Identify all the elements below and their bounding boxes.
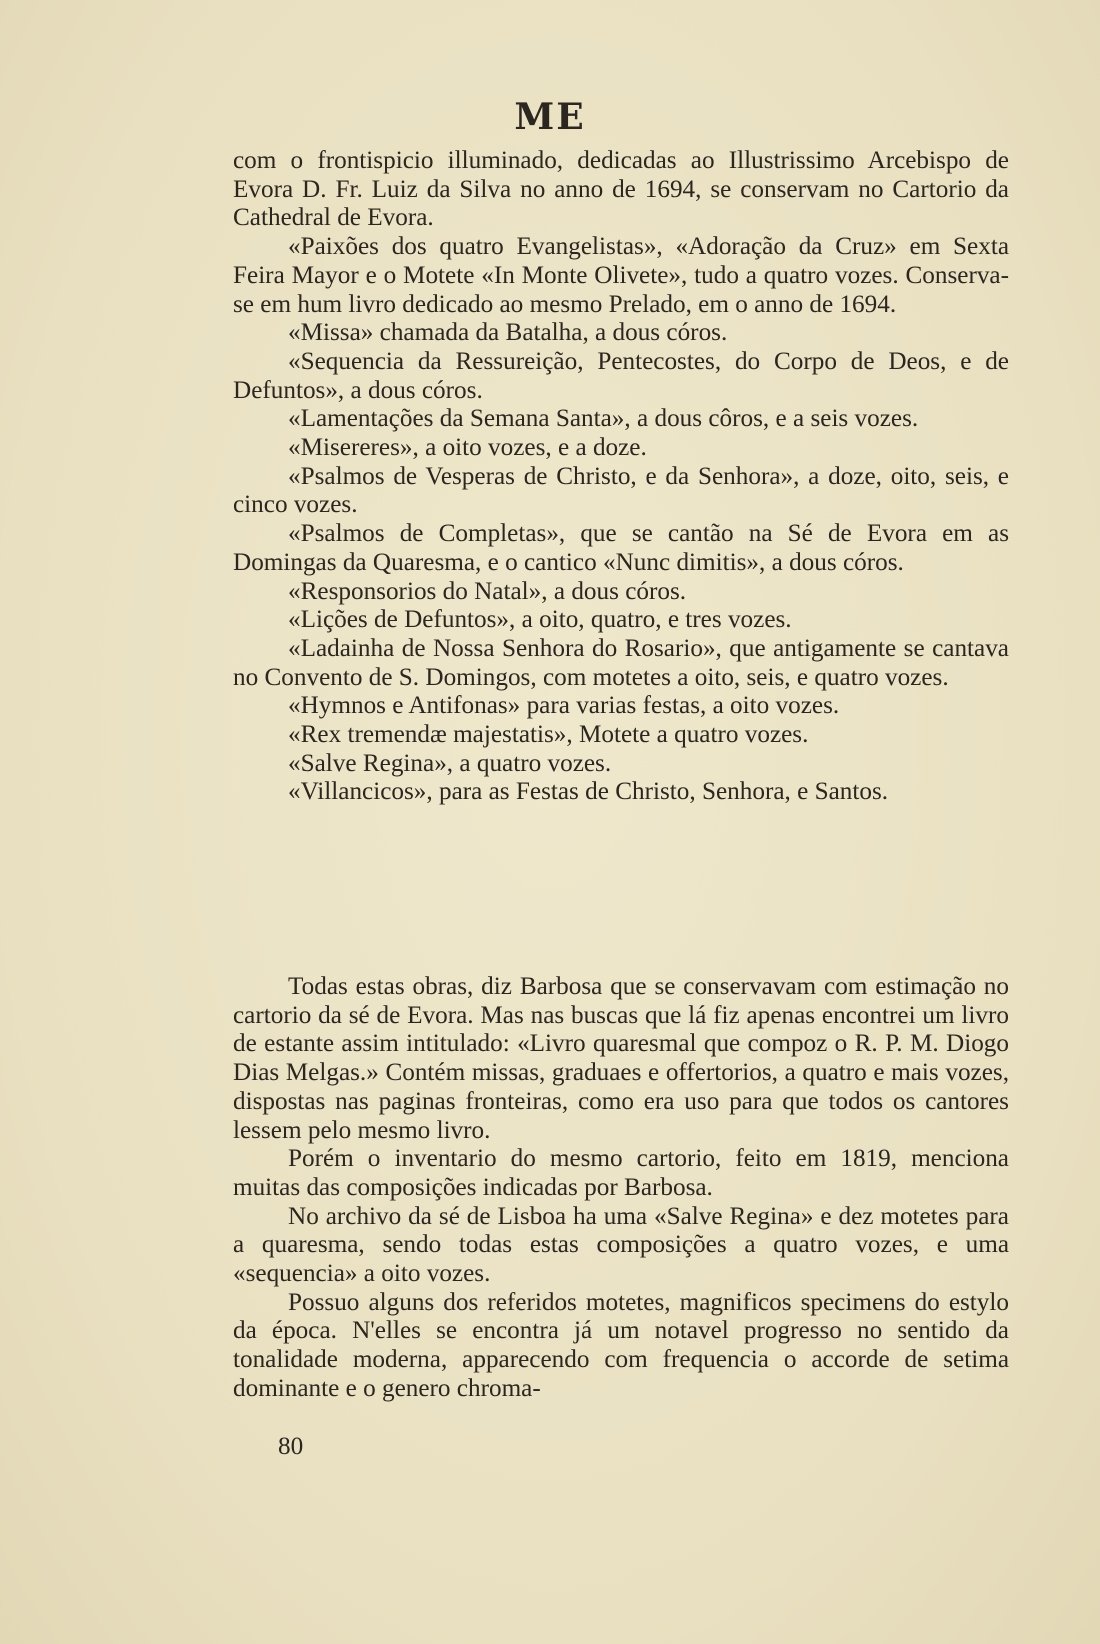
list-paragraph: «Psalmos de Completas», que se cantão na Sé de Evora em as Domingas da Quaresma, e o cantico «Nunc dimitis», a dous córos. (233, 520, 1009, 576)
list-paragraph: «Sequencia da Ressureição, Pentecostes, do Corpo de Deos, e de Defuntos», a dous córos. (233, 347, 1009, 404)
body-paragraph: No archivo da sé de Lisboa ha uma «Salve Regina» e dez motetes para a quaresma, sendo todas estas composições a quatro vozes, e uma «sequencia» a oito vozes. (233, 1202, 1009, 1288)
list-paragraph: «Ladainha de Nossa Senhora do Rosario», que antigamente se cantava no Convento de S. Domingos, com motetes a oito, seis, e quatro vozes. (233, 634, 1009, 691)
list-paragraph: «Salve Regina», a quatro vozes. (288, 749, 612, 777)
list-paragraph: «Missa» chamada da Batalha, a dous córos. (288, 319, 728, 347)
list-paragraph: «Villancicos», para as Festas de Christo, Senhora, e Santos. (288, 778, 889, 806)
body-paragraph: Todas estas obras, diz Barbosa que se conservavam com estimação no cartorio da sé de Evora. Mas nas buscas que lá fiz apenas encontrei um livro de estante assim intitulado: «Livro quaresmal que compoz o R. P. M. Diogo Dias Melgas.» Contém missas, graduaes e offertorios, a quatro e mais vozes, dispostas nas paginas fronteiras, como era uso para que todos os cantores lessem pelo mesmo livro. (233, 973, 1009, 1144)
body-paragraph: Porém o inventario do mesmo cartorio, feito em 1819, menciona muitas das composições indicadas por Barbosa. (233, 1145, 1009, 1201)
body-text (233, 973, 1009, 1404)
list-paragraph: com o frontispicio illuminado, dedicadas ao Illustrissimo Arcebispo de Evora D. Fr. Luiz da Silva no anno de 1694, se conservam no Cartorio da Cathedral de Evora. (233, 147, 1009, 232)
list-paragraph: «Lições de Defuntos», a oito, quatro, e tres vozes. (288, 606, 792, 634)
body-paragraph: Possuo alguns dos referidos motetes, magnificos specimens do estylo da época. N'elles se encontra já um notavel progresso no sentido da tonalidade moderna, apparecendo com frequencia o accorde de setima dominante e o genero chroma- (233, 1288, 1009, 1402)
running-header: ME (514, 96, 586, 138)
list-paragraph: «Responsorios do Natal», a dous córos. (288, 577, 687, 605)
list-paragraph: «Psalmos de Vesperas de Christo, e da Senhora», a doze, oito, seis, e cinco vozes. (233, 462, 1009, 519)
list-paragraph: «Lamentações da Semana Santa», a dous côros, e a seis vozes. (288, 405, 919, 433)
works-list (233, 147, 1009, 807)
list-paragraph: «Misereres», a oito vozes, e a doze. (288, 434, 647, 462)
page-number: 80 (278, 1433, 304, 1460)
list-paragraph: «Paixões dos quatro Evangelistas», «Adoração da Cruz» em Sexta Feira Mayor e o Motete «In Monte Olivete», tudo a quatro vozes. Conserva-se em hum livro dedicado ao mesmo Prelado, em o anno de 1694. (233, 233, 1009, 318)
list-paragraph: «Rex tremendæ majestatis», Motete a quatro vozes. (288, 721, 809, 749)
list-paragraph: «Hymnos e Antifonas» para varias festas, a oito vozes. (288, 692, 840, 720)
